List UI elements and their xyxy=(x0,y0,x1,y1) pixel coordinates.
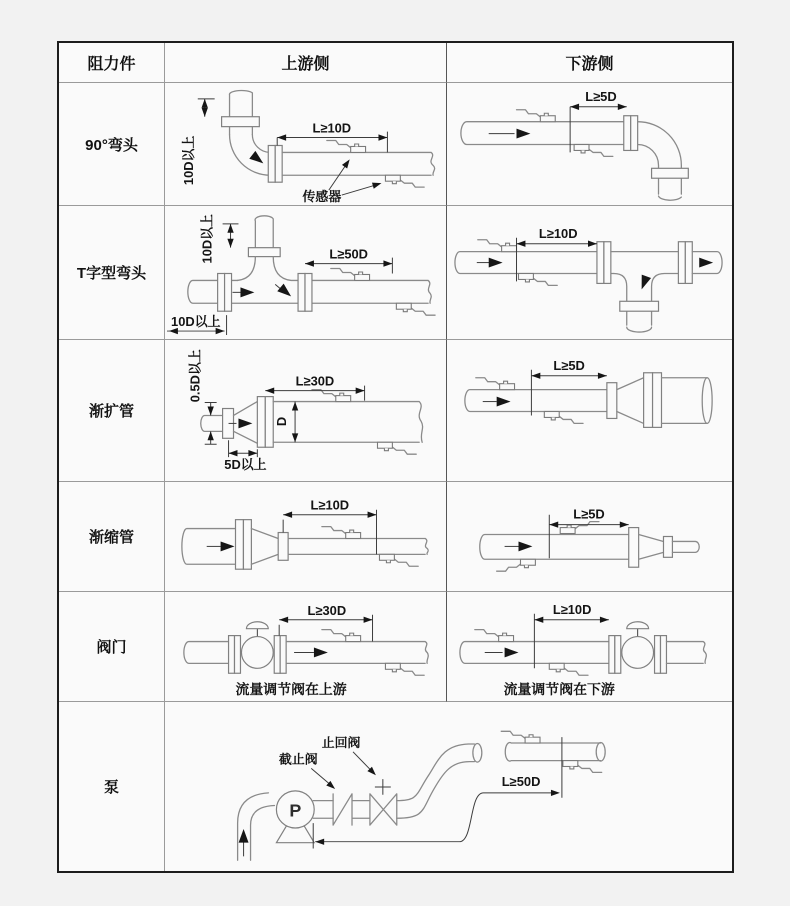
pipe-drawing xyxy=(201,390,423,455)
valve-downstream-cell xyxy=(447,592,732,702)
row-label-90-elbow xyxy=(59,83,165,206)
regulating-valve-symbol xyxy=(622,622,654,669)
dimension-label: L≥50D xyxy=(329,246,369,262)
check-valve-symbol xyxy=(370,779,397,825)
sensor-icon xyxy=(518,273,557,285)
flow-arrow-icon xyxy=(518,541,532,551)
row-label-expander xyxy=(59,340,165,482)
dimension-note: 0.5D以上 xyxy=(187,349,203,403)
sensor-icon xyxy=(560,522,599,534)
row-label-text: 泵 xyxy=(103,779,119,796)
dimension-note: 10D以上 xyxy=(199,214,215,264)
tee-downstream-cell xyxy=(447,206,732,340)
row-label-text: T字型弯头 xyxy=(76,265,147,282)
pipe-drawing xyxy=(460,622,706,676)
pipe-drawing xyxy=(184,622,428,676)
sensor-icon xyxy=(385,175,424,187)
pump-symbol xyxy=(276,791,314,843)
sensor-icon xyxy=(377,442,416,454)
pump-diagram xyxy=(165,702,732,871)
sensor-icon xyxy=(517,110,556,122)
stop-valve-label: 截止阀 xyxy=(278,751,318,767)
sensor-icon xyxy=(385,663,424,675)
dimension-label: L≥10D xyxy=(310,497,350,513)
row-label-text: 渐扩管 xyxy=(88,403,134,420)
elbow90-upstream-cell xyxy=(165,83,447,206)
dimension-label: L≥10D xyxy=(552,601,592,617)
dimension-label: L≥5D xyxy=(553,357,585,373)
elbow90-upstream-diagram xyxy=(165,83,446,205)
reducer-downstream-diagram xyxy=(447,482,732,591)
pipe-drawing xyxy=(455,240,722,332)
header-label: 下游侧 xyxy=(565,56,614,73)
flow-arrow-icon xyxy=(238,418,252,428)
reducer-downstream-cell xyxy=(447,482,732,592)
flow-arrow-icon xyxy=(489,258,503,268)
expander-upstream-cell xyxy=(165,340,447,482)
expander-upstream-diagram xyxy=(165,340,446,481)
row-label-valve xyxy=(59,592,165,702)
header-label: 上游侧 xyxy=(281,56,330,73)
reducer-upstream-diagram xyxy=(165,482,446,591)
tee-downstream-diagram xyxy=(447,206,732,339)
header-downstream-side xyxy=(447,43,732,83)
sensor-icon xyxy=(379,554,418,566)
pipe-drawing xyxy=(480,522,699,572)
valve-downstream-diagram xyxy=(447,592,732,701)
row-label-text: 阀门 xyxy=(96,639,127,656)
valve-upstream-cell xyxy=(165,592,447,702)
pump-letter: P xyxy=(289,800,302,821)
elbow90-downstream-diagram xyxy=(447,83,732,205)
dimension-note: 10D以上 xyxy=(180,135,196,186)
sensor-icon xyxy=(563,761,602,773)
sensor-icon xyxy=(396,303,435,315)
dimension-note: 5D以上 xyxy=(224,457,267,473)
row-label-tee-elbow xyxy=(59,206,165,340)
cell-caption: 流量调节阀在上游 xyxy=(235,681,347,698)
sensor-icon xyxy=(544,411,583,423)
row-label-text: 90°弯头 xyxy=(85,136,138,154)
flow-arrow-icon xyxy=(314,647,328,657)
flow-arrow-icon xyxy=(637,275,651,291)
dimension-label: L≥30D xyxy=(295,373,335,389)
valve-upstream-diagram xyxy=(165,592,446,701)
row-label-text: 渐缩管 xyxy=(88,529,134,546)
pump-merged-cell xyxy=(165,702,732,871)
pipe-drawing xyxy=(461,110,688,200)
cell-caption: 流量调节阀在下游 xyxy=(503,681,615,698)
header-upstream-side xyxy=(165,43,447,83)
dimensions xyxy=(279,735,562,848)
sensor-icon xyxy=(331,269,370,281)
dimension-label: L≥10D xyxy=(312,120,352,136)
pipe-drawing xyxy=(238,731,606,860)
sensor-icon xyxy=(327,141,366,153)
installation-requirements-table xyxy=(57,41,734,873)
elbow90-downstream-cell xyxy=(447,83,732,206)
flow-arrow-icon xyxy=(497,397,511,407)
sensor-icon xyxy=(574,144,613,156)
sensor-icon xyxy=(475,630,514,642)
sensor-icon xyxy=(478,240,517,252)
dimension-label: L≥10D xyxy=(538,225,578,241)
pipe-drawing xyxy=(182,520,428,570)
flow-arrow-icon xyxy=(505,647,519,657)
flow-arrow-icon xyxy=(517,129,531,139)
flow-arrow-icon xyxy=(249,151,266,167)
expander-downstream-diagram xyxy=(447,340,732,481)
tee-upstream-cell xyxy=(165,206,447,340)
dimension-label: L≥50D xyxy=(501,774,541,789)
flow-arrow-icon xyxy=(221,541,235,551)
flow-arrow-icon xyxy=(277,284,294,301)
dimensions xyxy=(570,89,627,153)
dimension-label: L≥30D xyxy=(307,602,347,618)
row-label-reducer xyxy=(59,482,165,592)
sensor-icon xyxy=(322,527,361,539)
flow-arrow-icon xyxy=(239,829,249,843)
sensor-label: 传感器 xyxy=(302,189,342,205)
dimension-note: 10D以上 xyxy=(171,314,221,330)
pipe-drawing xyxy=(465,373,712,428)
pipe-drawing xyxy=(222,90,435,187)
header-label: 阻力件 xyxy=(87,56,136,73)
dimension-note: D xyxy=(274,416,290,427)
stop-valve-symbol xyxy=(333,794,370,825)
dimensions xyxy=(531,358,606,416)
check-valve-label: 止回阀 xyxy=(321,735,361,750)
dimension-label: L≥5D xyxy=(585,88,617,104)
dimensions xyxy=(534,602,608,668)
header-resistance-component xyxy=(59,43,165,83)
sensor-icon xyxy=(322,630,361,642)
sensor-icon xyxy=(312,390,351,402)
expander-downstream-cell xyxy=(447,340,732,482)
dimension-label: L≥5D xyxy=(573,506,605,522)
tee-upstream-diagram xyxy=(165,206,446,339)
flow-arrow-icon xyxy=(699,258,713,268)
dimensions xyxy=(188,349,365,472)
sensor-icon xyxy=(497,559,536,571)
sensor-icon xyxy=(549,663,588,675)
sensor-icon xyxy=(501,731,540,743)
sensor-icon xyxy=(476,378,515,390)
row-label-pump xyxy=(59,702,165,871)
reducer-upstream-cell xyxy=(165,482,447,592)
flow-arrow-icon xyxy=(240,287,254,297)
regulating-valve-symbol xyxy=(241,622,273,669)
